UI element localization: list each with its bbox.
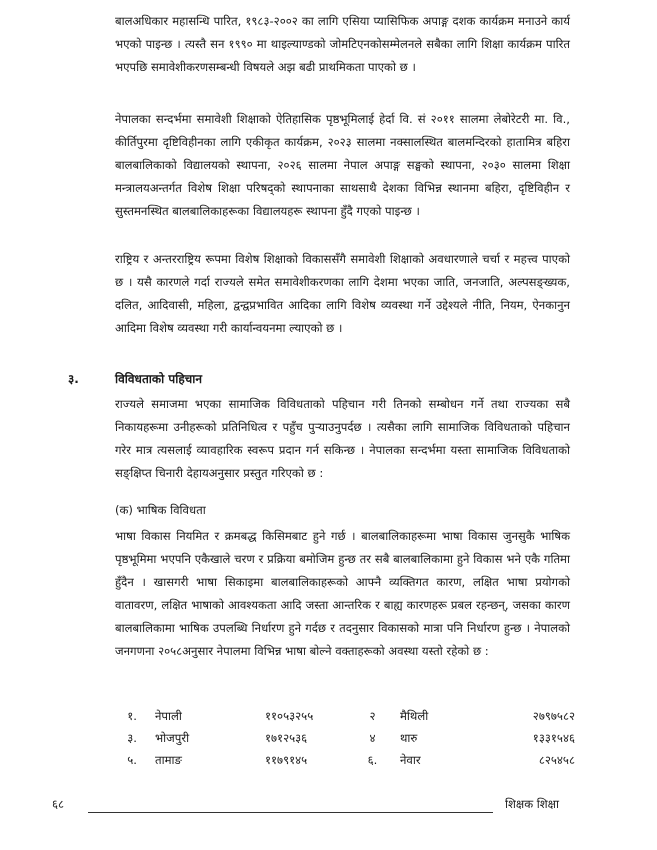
paragraph-rights-convention: बालअधिकार महासन्धि पारित, १९८३-२००२ का लागि एसिया प्यासिफिक अपाङ्ग दशक कार्यक्रम मनाउने कार्य भएको पाइन्छ । त्यस्तै सन १९९० मा थाइल्याण्डको जोमटिएनकोसम्मेलनले सबैका लागि शिक्षा कार्यक्रम पारित भएपछि समावेशीकरणसम्बन्धी विषयले अझ बढी प्राथमिकता पाएको छ । xyxy=(115,14,570,74)
paragraph-language-development: भाषा विकास नियमित र क्रमबद्ध किसिमबाट हुने गर्छ । बालबालिकाहरूमा भाषा विकास जुनसुकै भाषिक पृष्ठभूमिमा भएपनि एकैखाले चरण र प्रक्रिया बमोजिम हुन्छ तर सबै बालबालिकामा हुने विकास भने एकै गतिमा हुँदैन । खासगरी भाषा सिकाइमा बालबालिकाहरूको आफ्नै व्यक्तिगत कारण, लक्षित भाषा प्रयोगको वातावरण, लक्षित भाषाको आवश्यकता आदि जस्ता आन्तरिक र बाह्य कारणहरू प्रबल रहन्छन्, जसका कारण बालबालिकामा भाषिक उपलब्धि निर्धारण हुने गर्दछ र तदनुसार विकासको मात्रा पनि निर्धारण हुन्छ । नेपालको जनगणना २०५८अनुसार नेपालमा विभिन्न भाषा बोल्ने वक्ताहरूको अवस्था यस्तो रहेको छ : xyxy=(115,529,570,658)
speaker-count: ११७९१४५ xyxy=(265,752,308,767)
speaker-count: १३३१५४६ xyxy=(532,730,575,745)
language-name: भोजपुरी xyxy=(155,730,190,745)
language-name: तामाङ xyxy=(155,752,182,767)
speaker-count: २७९७५८२ xyxy=(532,708,575,723)
speaker-count: ८२५४५८ xyxy=(538,752,575,767)
row-number: २ xyxy=(369,708,376,723)
row-number: ५. xyxy=(127,752,137,767)
speaker-count: ११०५३२५५ xyxy=(265,708,314,723)
table-row xyxy=(115,705,575,727)
language-speakers-table xyxy=(115,705,575,771)
language-name: नेवार xyxy=(400,752,421,767)
row-number: ३. xyxy=(127,730,137,745)
speaker-count: १७१२५३६ xyxy=(265,730,308,745)
page-number: ६८ xyxy=(52,797,65,811)
paragraph-nepal-history: नेपालका सन्दर्भमा समावेशी शिक्षाको ऐतिहासिक पृष्ठभूमिलाई हेर्दा वि. सं २०११ सालमा लेबोरेटरी मा. वि., कीर्तिपुरमा दृष्टिविहीनका लागि एकीकृत कार्यक्रम, २०२३ सालमा नक्सालस्थित बालमन्दिरको हातामित्र बहिरा बालबालिकाको विद्यालयको स्थापना, २०२६ सालमा नेपाल अपाङ्ग सङ्घको स्थापना, २०३० सालमा शिक्षा मन्त्रालयअन्तर्गत विशेष शिक्षा परिषद्को स्थापनाका साथसाथै देशका विभिन्न स्थानमा बहिरा, दृष्टिविहीन र सुस्तमनस्थित बालबालिकाहरूका विद्यालयहरू स्थापना हुँदै गएको पाइन्छ । xyxy=(115,112,570,218)
section-number: ३. xyxy=(68,372,79,386)
paragraph-diversity-intro: राज्यले समाजमा भएका सामाजिक विविधताको पहिचान गरी तिनको सम्बोधन गर्ने तथा राज्यका सबै निकायहरूमा उनीहरूको प्रतिनिधित्व र पहुँच पुऱ्याउनुपर्दछ । त्यसैका लागि सामाजिक विविधताको पहिचान गरेर मात्र त्यसलाई व्यावहारिक स्वरूप प्रदान गर्न सकिन्छ । नेपालका सन्दर्भमा यस्ता सामाजिक विविधताको सङ्क्षिप्त चिनारी देहायअनुसार प्रस्तुत गरिएको छ : xyxy=(115,397,570,480)
language-name: नेपाली xyxy=(155,708,182,723)
language-name: थारु xyxy=(400,730,418,745)
table-row xyxy=(115,727,575,749)
section-title: विविधताको पहिचान xyxy=(115,372,203,386)
table-row xyxy=(115,749,575,771)
language-name: मैथिली xyxy=(400,708,429,723)
row-number: १. xyxy=(127,708,137,723)
row-number: ४ xyxy=(369,730,376,745)
running-footer-title: शिक्षक शिक्षा xyxy=(505,797,559,811)
footer-divider xyxy=(88,812,493,813)
row-number: ६. xyxy=(367,752,378,767)
paragraph-national-international: राष्ट्रिय र अन्तरराष्ट्रिय रूपमा विशेष शिक्षाको विकाससँगै समावेशी शिक्षाको अवधारणाले चर्चा र महत्त्व पाएको छ । यसै कारणले गर्दा राज्यले समेत समावेशीकरणका लागि देशमा भएका जाति, जनजाति, अल्पसङ्ख्यक, दलित, आदिवासी, महिला, द्वन्द्वप्रभावित आदिका लागि विशेष व्यवस्था गर्ने उद्देश्यले नीति, नियम, ऐनकानुन आदिमा विशेष व्यवस्था गरी कार्यान्वयनमा ल्याएको छ । xyxy=(115,252,570,335)
subsection-heading: (क) भाषिक विविधता xyxy=(115,503,206,517)
